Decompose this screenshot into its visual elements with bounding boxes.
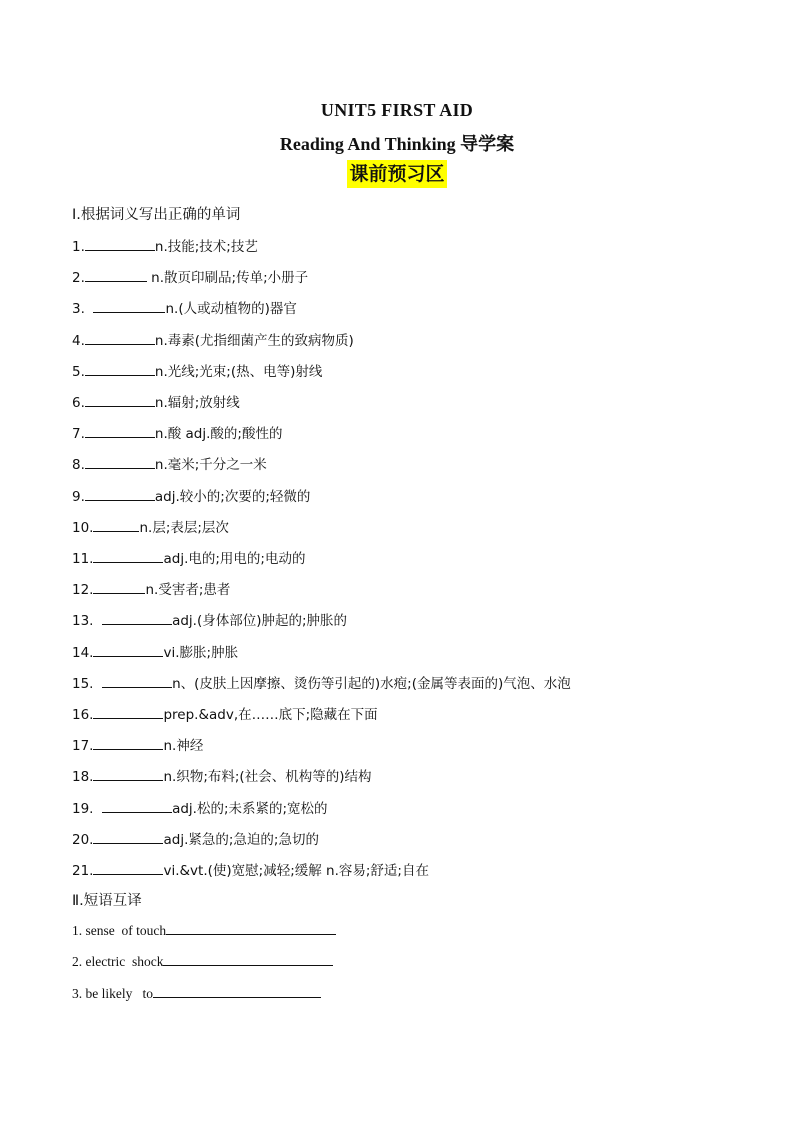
vocab-item <box>72 672 571 692</box>
vocab-item-definition: adj.紧急的;急迫的;急切的 <box>163 831 319 848</box>
phrase-text: 2. electric shock <box>72 954 164 969</box>
vocab-item-number: 21. <box>72 863 94 879</box>
vocab-item-definition: n.光线;光束;(热、电等)射线 <box>154 363 323 380</box>
answer-blank[interactable] <box>85 394 155 407</box>
answer-blank[interactable] <box>93 300 165 313</box>
phrase-text: 3. be likely to <box>72 986 153 1001</box>
vocab-item <box>72 859 429 879</box>
answer-blank[interactable] <box>85 238 155 251</box>
vocab-item-definition: adj.(身体部位)肿起的;肿胀的 <box>172 613 348 630</box>
vocab-item-definition: n、(皮肤上因摩擦、烫伤等引起的)水疱;(金属等表面的)气泡、水泡 <box>172 675 571 692</box>
vocab-item-definition: n.受害者;患者 <box>145 582 231 599</box>
vocab-item-number: 10. <box>72 519 94 536</box>
vocab-item <box>72 391 240 411</box>
vocab-item-definition: adj.松的;未系紧的;宽松的 <box>172 800 328 817</box>
answer-blank[interactable] <box>93 862 163 875</box>
vocab-item-number: 1. <box>72 239 85 255</box>
phrase-item <box>72 953 333 970</box>
answer-blank[interactable] <box>102 800 172 813</box>
vocab-item-definition: n.毫米;千分之一米 <box>154 457 267 474</box>
vocab-item <box>72 235 258 255</box>
vocab-item-definition: vi.&vt.(使)宽慰;减轻;缓解 n.容易;舒适;自在 <box>163 863 429 879</box>
vocab-item-definition: adj.较小的;次要的;轻微的 <box>154 488 311 505</box>
vocab-item-definition: n.技能;技术;技艺 <box>154 239 258 255</box>
answer-blank[interactable] <box>163 953 333 966</box>
answer-blank[interactable] <box>93 644 163 657</box>
page-title: UNIT5 FIRST AID <box>320 100 474 120</box>
vocab-item-number: 13. <box>72 613 103 630</box>
section-banner-wrap <box>0 160 794 188</box>
vocab-item-number: 17. <box>72 738 94 755</box>
vocab-item <box>72 360 322 380</box>
vocab-item-number: 11. <box>72 551 94 567</box>
answer-blank[interactable] <box>93 706 163 719</box>
vocab-item <box>72 297 297 317</box>
vocab-item-definition: adj.电的;用电的;电动的 <box>163 551 306 567</box>
vocab-item-number: 19. <box>72 800 103 817</box>
vocab-item-number: 16. <box>72 707 94 723</box>
vocab-item-number: 4. <box>72 332 85 349</box>
vocab-item-definition: n.(人或动植物的)器官 <box>165 301 297 318</box>
answer-blank[interactable] <box>93 550 163 563</box>
vocab-item-number: 5. <box>72 363 85 380</box>
answer-blank[interactable] <box>102 612 172 625</box>
vocab-item-number: 18. <box>72 769 94 786</box>
vocab-item-number: 6. <box>72 395 85 411</box>
vocab-item <box>72 547 305 567</box>
vocab-item-number: 14. <box>72 644 94 661</box>
vocab-item <box>72 329 354 349</box>
vocab-item-definition: n.毒素(尤指细菌产生的致病物质) <box>154 332 354 349</box>
section-banner: 课前预习区 <box>347 160 446 188</box>
vocab-item-number: 12. <box>72 582 94 599</box>
vocab-item <box>72 703 378 723</box>
answer-blank[interactable] <box>85 269 147 282</box>
answer-blank[interactable] <box>85 332 155 345</box>
vocab-item <box>72 609 347 629</box>
answer-blank[interactable] <box>166 922 336 935</box>
answer-blank[interactable] <box>93 581 145 594</box>
answer-blank[interactable] <box>85 425 155 438</box>
page-subtitle: Reading And Thinking 导学案 <box>279 134 515 154</box>
vocab-item <box>72 578 230 598</box>
vocab-item <box>72 734 203 754</box>
part1-heading: I.根据词义写出正确的单词 <box>72 207 241 223</box>
answer-blank[interactable] <box>93 831 163 844</box>
answer-blank[interactable] <box>85 488 155 501</box>
vocab-item <box>72 453 267 473</box>
vocab-item-number: 2. <box>72 270 85 287</box>
answer-blank[interactable] <box>93 768 163 781</box>
vocab-item-definition: n.织物;布料;(社会、机构等的)结构 <box>163 769 372 786</box>
vocab-item <box>72 641 238 661</box>
vocab-item <box>72 797 328 817</box>
vocab-item-definition: n.辐射;放射线 <box>154 395 240 411</box>
phrase-item <box>72 922 336 939</box>
vocab-item <box>72 828 319 848</box>
answer-blank[interactable] <box>85 363 155 376</box>
vocab-item-number: 9. <box>72 488 85 505</box>
answer-blank[interactable] <box>93 519 139 532</box>
vocab-item-definition: prep.&adv,在……底下;隐藏在下面 <box>163 707 378 723</box>
vocab-item <box>72 422 282 442</box>
answer-blank[interactable] <box>102 675 172 688</box>
vocab-item-number: 7. <box>72 426 85 443</box>
vocab-item <box>72 485 310 505</box>
vocab-item-definition: n.酸 adj.酸的;酸性的 <box>154 426 283 443</box>
vocab-item <box>72 765 371 785</box>
vocab-item-definition: vi.膨胀;肿胀 <box>163 644 239 661</box>
vocab-item-definition: n.散页印刷品;传单;小册子 <box>146 270 309 287</box>
part2-heading: Ⅱ.短语互译 <box>72 893 142 909</box>
phrase-text: 1. sense of touch <box>72 923 167 938</box>
answer-blank[interactable] <box>153 985 321 998</box>
vocab-item-definition: n.层;表层;层次 <box>139 519 229 536</box>
vocab-item-number: 3. <box>72 301 94 318</box>
phrase-item <box>72 985 321 1002</box>
vocab-item <box>72 516 229 536</box>
answer-blank[interactable] <box>85 456 155 469</box>
vocab-item-definition: n.神经 <box>163 738 204 755</box>
vocab-item-number: 15. <box>72 675 103 692</box>
vocab-item-number: 20. <box>72 831 94 848</box>
answer-blank[interactable] <box>93 737 163 750</box>
vocab-item-number: 8. <box>72 457 85 474</box>
vocab-item <box>72 266 308 286</box>
